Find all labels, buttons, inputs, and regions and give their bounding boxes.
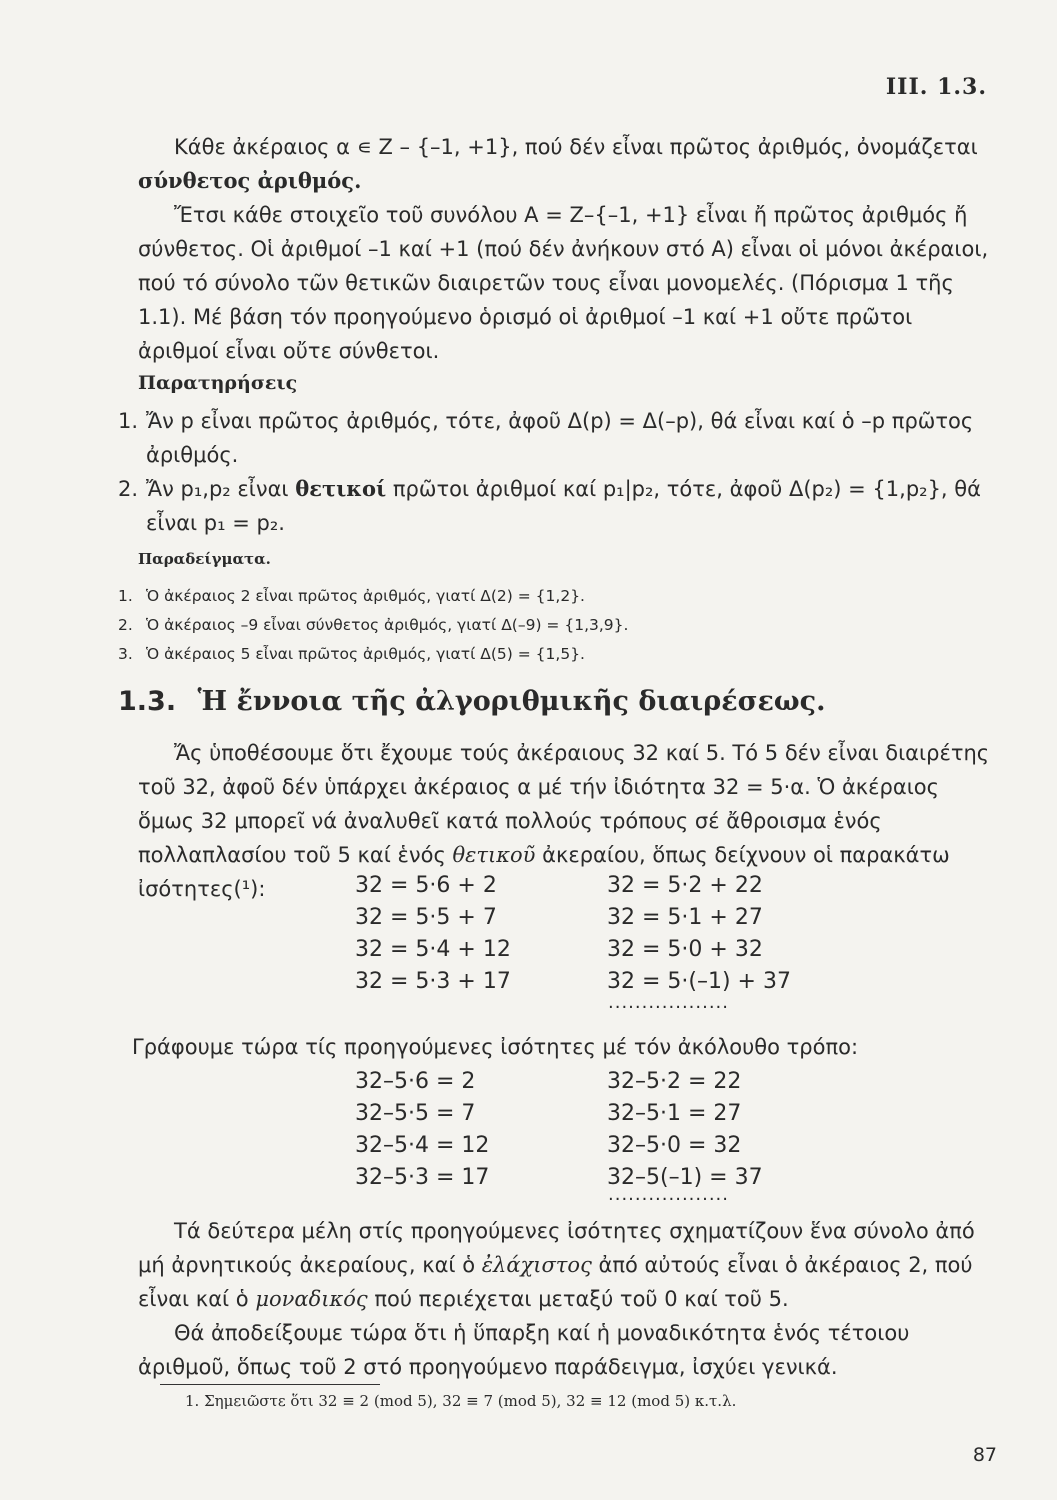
italic-word: θετικοῦ bbox=[452, 843, 536, 867]
equation: 32–5(–1) = 37 bbox=[607, 1165, 763, 1190]
equation: 32 = 5·6 + 2 bbox=[355, 873, 497, 898]
item-text: Ὁ ἀκέραιος –9 εἶναι σύνθετος ἀριθμός, γιατί Δ(–9) = {1,3,9}. bbox=[146, 616, 629, 634]
item-text: Ὁ ἀκέραιος 5 εἶναι πρῶτος ἀριθμός, γιατί Δ(5) = {1,5}. bbox=[146, 645, 585, 663]
term-composite: σύνθετος ἀριθμός. bbox=[138, 168, 362, 193]
item-text-a: Ἄν p₁,p₂ εἶναι bbox=[146, 477, 289, 501]
equation: 32 = 5·5 + 7 bbox=[355, 905, 497, 930]
equation: 32–5·3 = 17 bbox=[355, 1165, 490, 1190]
section-paragraph-2: Γράφουμε τώρα τίς προηγούμενες ἰσότητες μέ τόν ἀκόλουθο τρόπο: bbox=[132, 1035, 859, 1059]
equation-block-2 bbox=[355, 1066, 815, 1194]
item-number: 1. bbox=[118, 587, 133, 605]
item-text: Ἄν p εἶναι πρῶτος ἀριθμός, τότε, ἀφοῦ Δ(p) = Δ(–p), θά εἶναι καί ὁ –p πρῶτος ἀριθμός. bbox=[146, 409, 974, 467]
italic-word: ἐλάχιστος bbox=[481, 1253, 592, 1277]
equation-block-1 bbox=[355, 870, 815, 998]
item-number: 3. bbox=[118, 645, 133, 663]
ellipsis-dots: .................. bbox=[608, 992, 729, 1013]
equation: 32 = 5·2 + 22 bbox=[607, 873, 763, 898]
item-text-b: πρῶτοι ἀριθμοί καί p₁|p₂, τότε, ἀφοῦ Δ(p₂) = {1,p₂}, θά εἶναι p₁ = p₂. bbox=[146, 477, 981, 535]
ellipsis-dots: .................. bbox=[608, 1184, 729, 1205]
section-text: πού περιέχεται μεταξύ τοῦ 0 καί τοῦ 5. bbox=[374, 1287, 789, 1311]
section-number: 1.3. bbox=[118, 686, 177, 717]
list-item bbox=[118, 472, 998, 540]
footnote-divider bbox=[160, 1384, 380, 1385]
equation: 32–5·5 = 7 bbox=[355, 1101, 476, 1126]
item-text bbox=[146, 472, 998, 540]
intro-text: Κάθε ἀκέραιος α ∊ Z – {–1, +1}, πού δέν εἶναι πρῶτος ἀριθμός, ὀνομάζεται bbox=[174, 135, 978, 159]
section-title-text: Ἡ ἔννοια τῆς ἀλγοριθμικῆς διαιρέσεως. bbox=[197, 686, 826, 717]
equation: 32–5·2 = 22 bbox=[607, 1069, 742, 1094]
list-item bbox=[118, 582, 918, 611]
list-item bbox=[118, 611, 918, 640]
item-text-bold: θετικοί bbox=[295, 476, 387, 501]
equation: 32 = 5·0 + 32 bbox=[607, 937, 763, 962]
item-number: 1. bbox=[118, 409, 139, 433]
remarks-heading: Παρατηρήσεις bbox=[138, 372, 298, 394]
equation: 32–5·4 = 12 bbox=[355, 1133, 490, 1158]
section-heading bbox=[118, 686, 825, 717]
list-item bbox=[118, 640, 918, 669]
section-paragraph-3 bbox=[138, 1214, 993, 1316]
section-text: Ἄς ὑποθέσουμε ὅτι ἔχουμε τούς ἀκέραιους 32 καί 5. Τό 5 δέν εἶναι διαιρέτης τοῦ 32, ἀφοῦ δέν ὑπάρχει ἀκέραιος α μέ τήν ἰδιότητα 32 = 5·α. Ὁ ἀκέραιος ὅμως 32 μπορεῖ νά ἀναλυθεῖ κατά πολλούς τρόπους σέ ἄθροισμα ἑνός πολλαπλασίου τοῦ 5 καί ἑνός bbox=[138, 741, 990, 867]
equation: 32–5·1 = 27 bbox=[607, 1101, 742, 1126]
section-text: ἀπό αὐτούς εἶναι ὁ ἀκέραιος 2, πού εἶναι καί ὁ bbox=[138, 1253, 973, 1311]
intro-paragraph-1 bbox=[138, 130, 993, 198]
list-item bbox=[118, 404, 998, 472]
chapter-header: III. 1.3. bbox=[885, 74, 987, 100]
equation: 32 = 5·(–1) + 37 bbox=[607, 969, 791, 994]
equation: 32–5·0 = 32 bbox=[607, 1133, 742, 1158]
item-text: Ὁ ἀκέραιος 2 εἶναι πρῶτος ἀριθμός, γιατί Δ(2) = {1,2}. bbox=[146, 587, 585, 605]
examples-heading: Παραδείγματα. bbox=[138, 550, 271, 568]
page-number: 87 bbox=[972, 1444, 997, 1466]
equation: 32 = 5·1 + 27 bbox=[607, 905, 763, 930]
equation: 32–5·6 = 2 bbox=[355, 1069, 476, 1094]
intro-paragraph-2: Ἔτσι κάθε στοιχεῖο τοῦ συνόλου A = Z–{–1, +1} εἶναι ἤ πρῶτος ἀριθμός ἤ σύνθετος. Οἱ ἀριθμοί –1 καί +1 (πού δέν ἀνήκουν στό A) εἶναι οἱ μόνοι ἀκέραιοι, πού τό σύνολο τῶν θετικῶν διαιρετῶν τους εἶναι μονομελές. (Πόρισμα 1 τῆς 1.1). Μέ βάση τόν προηγούμενο ὁρισμό οἱ ἀριθμοί –1 καί +1 οὔτε πρῶτοι ἀριθμοί εἶναι οὔτε σύνθετοι. bbox=[138, 203, 989, 363]
remarks-list bbox=[118, 404, 998, 540]
equation: 32 = 5·4 + 12 bbox=[355, 937, 511, 962]
italic-word: μοναδικός bbox=[255, 1287, 368, 1311]
examples-list bbox=[118, 582, 918, 669]
section-text: Τά δεύτερα μέλη στίς προηγούμενες ἰσότητες σχηματίζουν ἕνα σύνολο ἀπό μή ἀρνητικούς ἀκεραίους, καί ὁ bbox=[138, 1219, 975, 1277]
footnote: 1. Σημειῶστε ὅτι 32 ≡ 2 (mod 5), 32 ≡ 7 (mod 5), 32 ≡ 12 (mod 5) κ.τ.λ. bbox=[185, 1392, 737, 1410]
section-paragraph-4: Θά ἀποδείξουμε τώρα ὅτι ἡ ὕπαρξη καί ἡ μοναδικότητα ἑνός τέτοιου ἀριθμοῦ, ὅπως τοῦ 2 στό προηγούμενο παράδειγμα, ἰσχύει γενικά. bbox=[138, 1321, 910, 1379]
item-number: 2. bbox=[118, 477, 139, 501]
section-text: ἀκεραίου, ὅπως δείχνουν οἱ παρακάτω ἰσότητες(¹): bbox=[138, 843, 950, 901]
item-number: 2. bbox=[118, 616, 133, 634]
equation: 32 = 5·3 + 17 bbox=[355, 969, 511, 994]
